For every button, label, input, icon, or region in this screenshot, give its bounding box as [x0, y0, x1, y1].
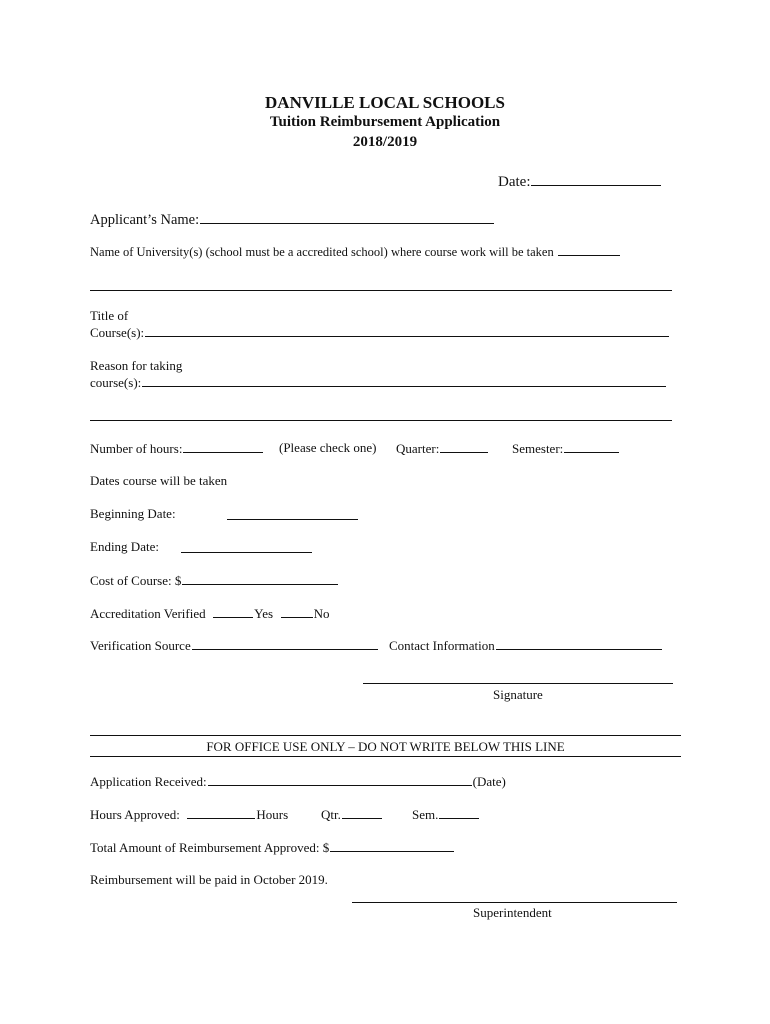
total-amount-field[interactable] — [330, 839, 454, 852]
qtr-label: Qtr. — [321, 807, 341, 822]
applicant-name-row — [90, 210, 495, 229]
date-paren-label: (Date) — [472, 774, 506, 789]
office-rule-bottom — [90, 756, 681, 757]
hours-row — [90, 440, 264, 457]
reason-field[interactable] — [142, 374, 666, 387]
total-amount-row — [90, 839, 455, 856]
quarter-row — [396, 440, 489, 457]
verification-row — [90, 637, 379, 654]
accreditation-label: Accreditation Verified — [90, 606, 206, 621]
application-received-row — [90, 773, 506, 790]
number-of-hours-field[interactable] — [183, 440, 263, 453]
total-amount-label: Total Amount of Reimbursement Approved: $ — [90, 840, 330, 855]
date-field[interactable] — [531, 173, 661, 186]
contact-row — [389, 637, 663, 654]
yes-label: Yes — [254, 606, 274, 621]
course-title-row — [90, 324, 670, 341]
reason-row — [90, 374, 667, 391]
sem-field[interactable] — [439, 806, 479, 819]
application-received-field[interactable] — [208, 773, 472, 786]
hours-approved-row — [90, 806, 288, 823]
university-row — [90, 243, 621, 260]
ending-date-field[interactable] — [181, 552, 312, 553]
superintendent-signature-line[interactable] — [352, 902, 677, 903]
reason-label: Reason for taking — [90, 358, 183, 373]
please-check-label: (Please check one) — [279, 440, 377, 455]
university-field-line-2[interactable] — [90, 290, 672, 291]
cost-of-course-field[interactable] — [182, 572, 338, 585]
course-s-label: course(s): — [90, 375, 142, 390]
verification-source-label: Verification Source — [90, 638, 191, 653]
district-title: DANVILLE LOCAL SCHOOLS — [265, 93, 505, 112]
accreditation-row — [90, 605, 329, 622]
office-rule-top — [90, 735, 681, 736]
sem-label: Sem. — [412, 807, 439, 822]
ending-date-label: Ending Date: — [90, 539, 159, 554]
beginning-date-field[interactable] — [227, 519, 358, 520]
paid-note: Reimbursement will be paid in October 2019. — [90, 872, 328, 887]
university-field[interactable] — [558, 243, 620, 256]
quarter-label: Quarter: — [396, 441, 440, 456]
form-title: Tuition Reimbursement Application — [269, 114, 501, 130]
quarter-check-field[interactable] — [440, 440, 488, 453]
hours-label: Hours — [256, 807, 289, 822]
application-received-label: Application Received: — [90, 774, 207, 789]
university-label: Name of University(s) (school must be a accredited school) where course work will be taken — [90, 245, 554, 259]
signature-label: Signature — [493, 687, 543, 702]
date-label: Date: — [498, 174, 531, 190]
semester-check-field[interactable] — [564, 440, 619, 453]
beginning-date-label: Beginning Date: — [90, 506, 176, 521]
signature-line[interactable] — [363, 683, 673, 684]
sem-row — [412, 806, 480, 823]
title-of-label: Title of — [90, 308, 129, 323]
cost-of-course-label: Cost of Course: $ — [90, 573, 182, 588]
hours-approved-field[interactable] — [187, 806, 255, 819]
hours-approved-label: Hours Approved: — [90, 807, 180, 822]
contact-information-label: Contact Information — [389, 638, 495, 653]
date-row — [498, 173, 662, 191]
yes-field[interactable] — [213, 605, 253, 618]
course-title-field[interactable] — [145, 324, 669, 337]
contact-information-field[interactable] — [496, 637, 662, 650]
dates-course-label: Dates course will be taken — [90, 473, 228, 488]
qtr-field[interactable] — [342, 806, 382, 819]
no-field[interactable] — [281, 605, 313, 618]
verification-source-field[interactable] — [192, 637, 378, 650]
semester-label: Semester: — [512, 441, 564, 456]
courses-label: Course(s): — [90, 325, 145, 340]
school-year: 2018/2019 — [352, 134, 418, 150]
office-use-banner: FOR OFFICE USE ONLY – DO NOT WRITE BELOW THIS LINE — [206, 739, 565, 754]
applicant-name-field[interactable] — [200, 210, 494, 224]
semester-row — [512, 440, 620, 457]
no-label: No — [313, 606, 330, 621]
number-of-hours-label: Number of hours: — [90, 441, 183, 456]
cost-row — [90, 572, 339, 589]
applicant-name-label: Applicant’s Name: — [90, 212, 200, 228]
superintendent-label: Superintendent — [473, 905, 552, 920]
qtr-row — [321, 806, 383, 823]
reason-field-line-2[interactable] — [90, 420, 672, 421]
